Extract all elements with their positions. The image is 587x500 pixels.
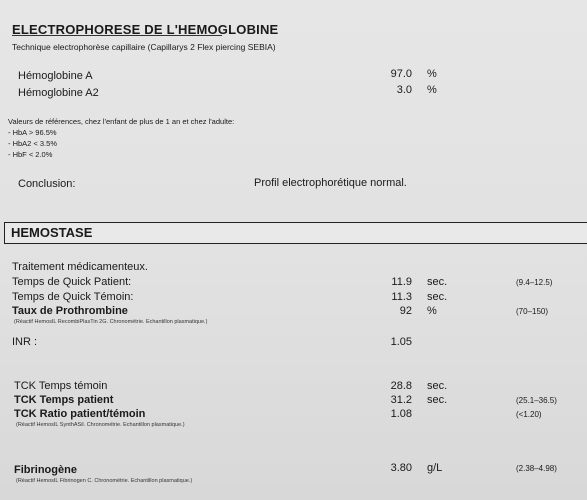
- hemostase-title: HEMOSTASE: [11, 225, 93, 240]
- taux-note: (Réactif HemosIL RecombiPlasTin 2G. Chronométrie. Echantillon plasmatique.): [14, 319, 208, 325]
- hba2-unit: %: [427, 84, 437, 96]
- ref-hba2: - HbA2 < 3.5%: [8, 139, 57, 148]
- quick-patient-unit: sec.: [427, 276, 448, 288]
- quick-patient-label: Temps de Quick Patient:: [12, 276, 132, 288]
- inr-value: 1.05: [390, 336, 412, 348]
- fibrinogene-ref: (2.38–4.98): [516, 464, 557, 473]
- tck-ratio-label: TCK Ratio patient/témoin: [14, 408, 146, 420]
- taux-value: 92: [399, 305, 412, 317]
- hemostase-header: [4, 222, 587, 244]
- hba-label: Hémoglobine A: [18, 70, 93, 82]
- quick-temoin-value: 11.3: [391, 291, 412, 303]
- tck-patient-ref: (25.1–36.5): [516, 396, 557, 405]
- electrophoresis-technique: Technique electrophorèse capillaire (Capillarys 2 Flex piercing SEBIA): [12, 42, 276, 52]
- quick-patient-ref: (9.4–12.5): [516, 278, 553, 287]
- tck-temoin-value: 28.8: [390, 380, 412, 392]
- taux-ref: (70–150): [516, 307, 549, 316]
- refs-title: Valeurs de références, chez l'enfant de plus de 1 an et chez l'adulte:: [8, 117, 235, 126]
- taux-unit: %: [427, 305, 437, 317]
- quick-patient-value: 11.9: [391, 276, 412, 288]
- conclusion-label: Conclusion:: [18, 178, 76, 190]
- ref-hba: - HbA > 96.5%: [8, 128, 57, 137]
- fibrinogene-value: 3.80: [390, 462, 412, 474]
- fibrinogene-note: (Réactif HemosIL Fibrinogen C. Chronométrie. Echantillon plasmatique.): [16, 478, 193, 484]
- tck-ratio-note: (Réactif HemosIL SynthASil. Chronométrie. Echantillon plasmatique.): [16, 422, 185, 428]
- hba-unit: %: [427, 68, 437, 80]
- tck-patient-unit: sec.: [427, 394, 448, 406]
- fibrinogene-label: Fibrinogène: [14, 464, 77, 476]
- taux-label: Taux de Prothrombine: [12, 305, 128, 317]
- tck-ratio-value: 1.08: [390, 408, 412, 420]
- quick-temoin-label: Temps de Quick Témoin:: [12, 291, 134, 303]
- tck-ratio-ref: (<1.20): [516, 410, 542, 419]
- inr-label: INR :: [12, 336, 38, 348]
- quick-temoin-unit: sec.: [427, 291, 448, 303]
- tck-patient-label: TCK Temps patient: [14, 394, 114, 406]
- hba2-value: 3.0: [396, 84, 412, 96]
- electrophoresis-title: ELECTROPHORESE DE L'HEMOGLOBINE: [12, 22, 279, 37]
- conclusion-text: Profil electrophorétique normal.: [254, 177, 407, 189]
- tck-temoin-label: TCK Temps témoin: [14, 380, 108, 392]
- title-divider: [12, 35, 222, 36]
- tck-patient-value: 31.2: [390, 394, 412, 406]
- fibrinogene-unit: g/L: [427, 462, 443, 474]
- ref-hbf: - HbF < 2.0%: [8, 150, 53, 159]
- tck-temoin-unit: sec.: [427, 380, 448, 392]
- hba2-label: Hémoglobine A2: [18, 87, 99, 99]
- hba-value: 97.0: [390, 68, 412, 80]
- treatment-text: Traitement médicamenteux.: [12, 261, 148, 273]
